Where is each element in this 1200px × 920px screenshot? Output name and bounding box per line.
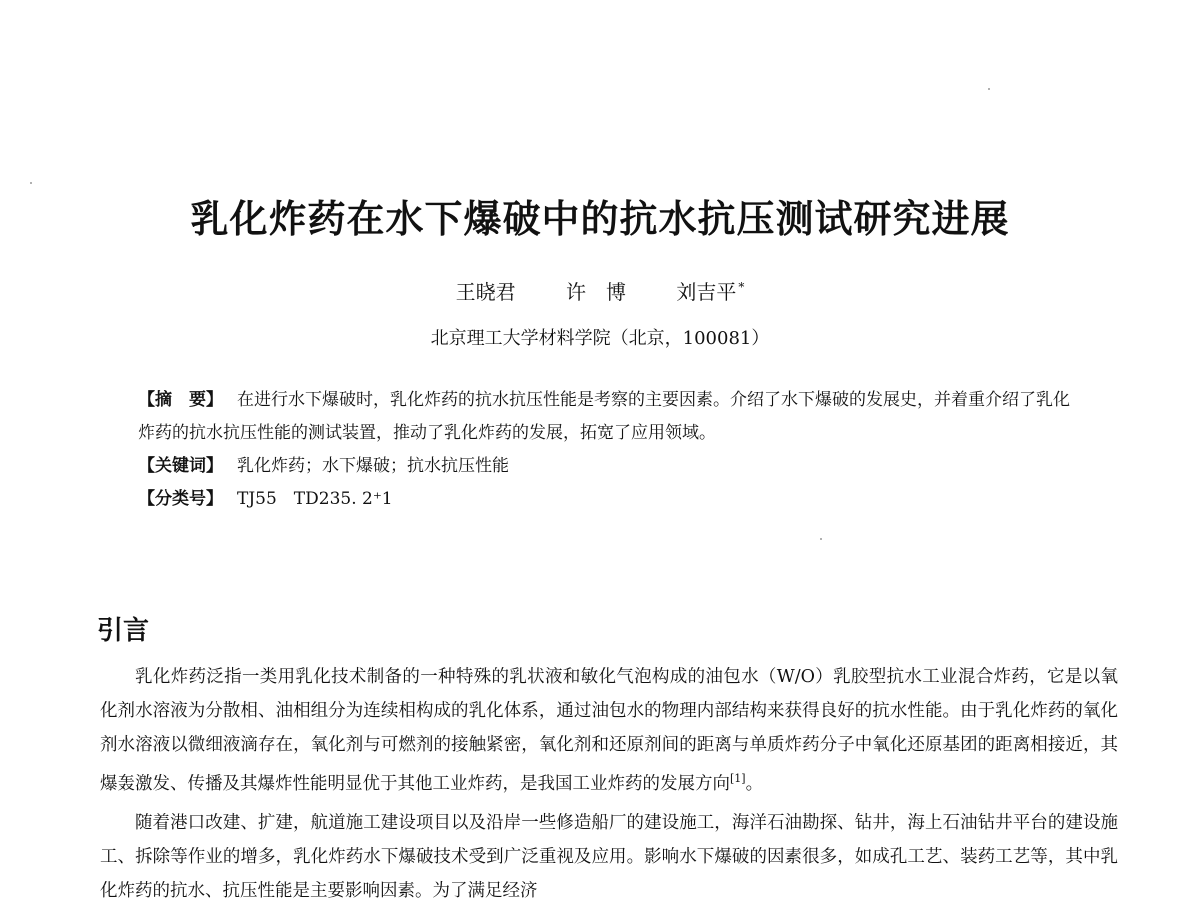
keywords (138, 450, 1078, 483)
body-text (100, 660, 1118, 913)
abstract-section (138, 384, 1078, 516)
paper-title: 乳化炸药在水下爆破中的抗水抗压测试研究进展 (190, 197, 1010, 241)
affiliation: 北京理工大学材料学院（北京，100081） (430, 328, 770, 349)
author-name: 王晓君 (455, 280, 516, 304)
classification (138, 483, 1078, 516)
classification-text: TJ55 TD235. 2⁺1 (237, 489, 393, 509)
section-heading: 引言 (97, 616, 150, 646)
abstract-label: 【摘 要】 (138, 390, 223, 410)
paragraph: 随着港口改建、扩建，航道施工建设项目以及沿岸一些修造船厂的建设施工，海洋石油勘探、钻井，海上石油钻井平台的建设施工、拆除等作业的增多，乳化炸药水下爆破技术受到广泛重视及应用。影响水下爆破的因素很多，如成孔工艺、装药工艺等，其中乳化炸药的抗水、抗压性能是主要影响因素。为了满足经济 (100, 812, 1118, 901)
paragraph: 乳化炸药泛指一类用乳化技术制备的一种特殊的乳状液和敏化气泡构成的油包水（W/O）乳胶型抗水工业混合炸药，它是以氧化剂水溶液为分散相、油相组分为连续相构成的乳化体系，通过油包水的物理内部结构来获得良好的抗水性能。由于乳化炸药的氧化剂水溶液以微细液滴存在，氧化剂与可燃剂的接触紧密，氧化剂和还原剂间的距离与单质炸药分子中氧化还原基团的距离相接近，其爆轰激发、传播及其爆炸性能明显优于其他工业炸药，是我国工业炸药的发展方向[1]。 (100, 667, 1118, 794)
keywords-text: 乳化炸药；水下爆破；抗水抗压性能 (237, 456, 509, 476)
citation-ref: [1] (730, 772, 746, 785)
scan-speck (30, 182, 32, 184)
author-list (0, 276, 1200, 305)
abstract-text: 在进行水下爆破时，乳化炸药的抗水抗压性能是考察的主要因素。介绍了水下爆破的发展史，并着重介绍了乳化炸药的抗水抗压性能的测试装置，推动了乳化炸药的发展，拓宽了应用领域。 (138, 390, 1070, 443)
scan-speck (988, 88, 990, 90)
corresponding-mark: * (738, 280, 745, 295)
keywords-label: 【关键词】 (138, 456, 223, 476)
scan-speck (820, 538, 822, 540)
abstract (138, 384, 1078, 450)
classification-label: 【分类号】 (138, 489, 223, 509)
author-name: 许 博 (566, 280, 626, 304)
author-name: 刘吉平 * (676, 280, 745, 304)
